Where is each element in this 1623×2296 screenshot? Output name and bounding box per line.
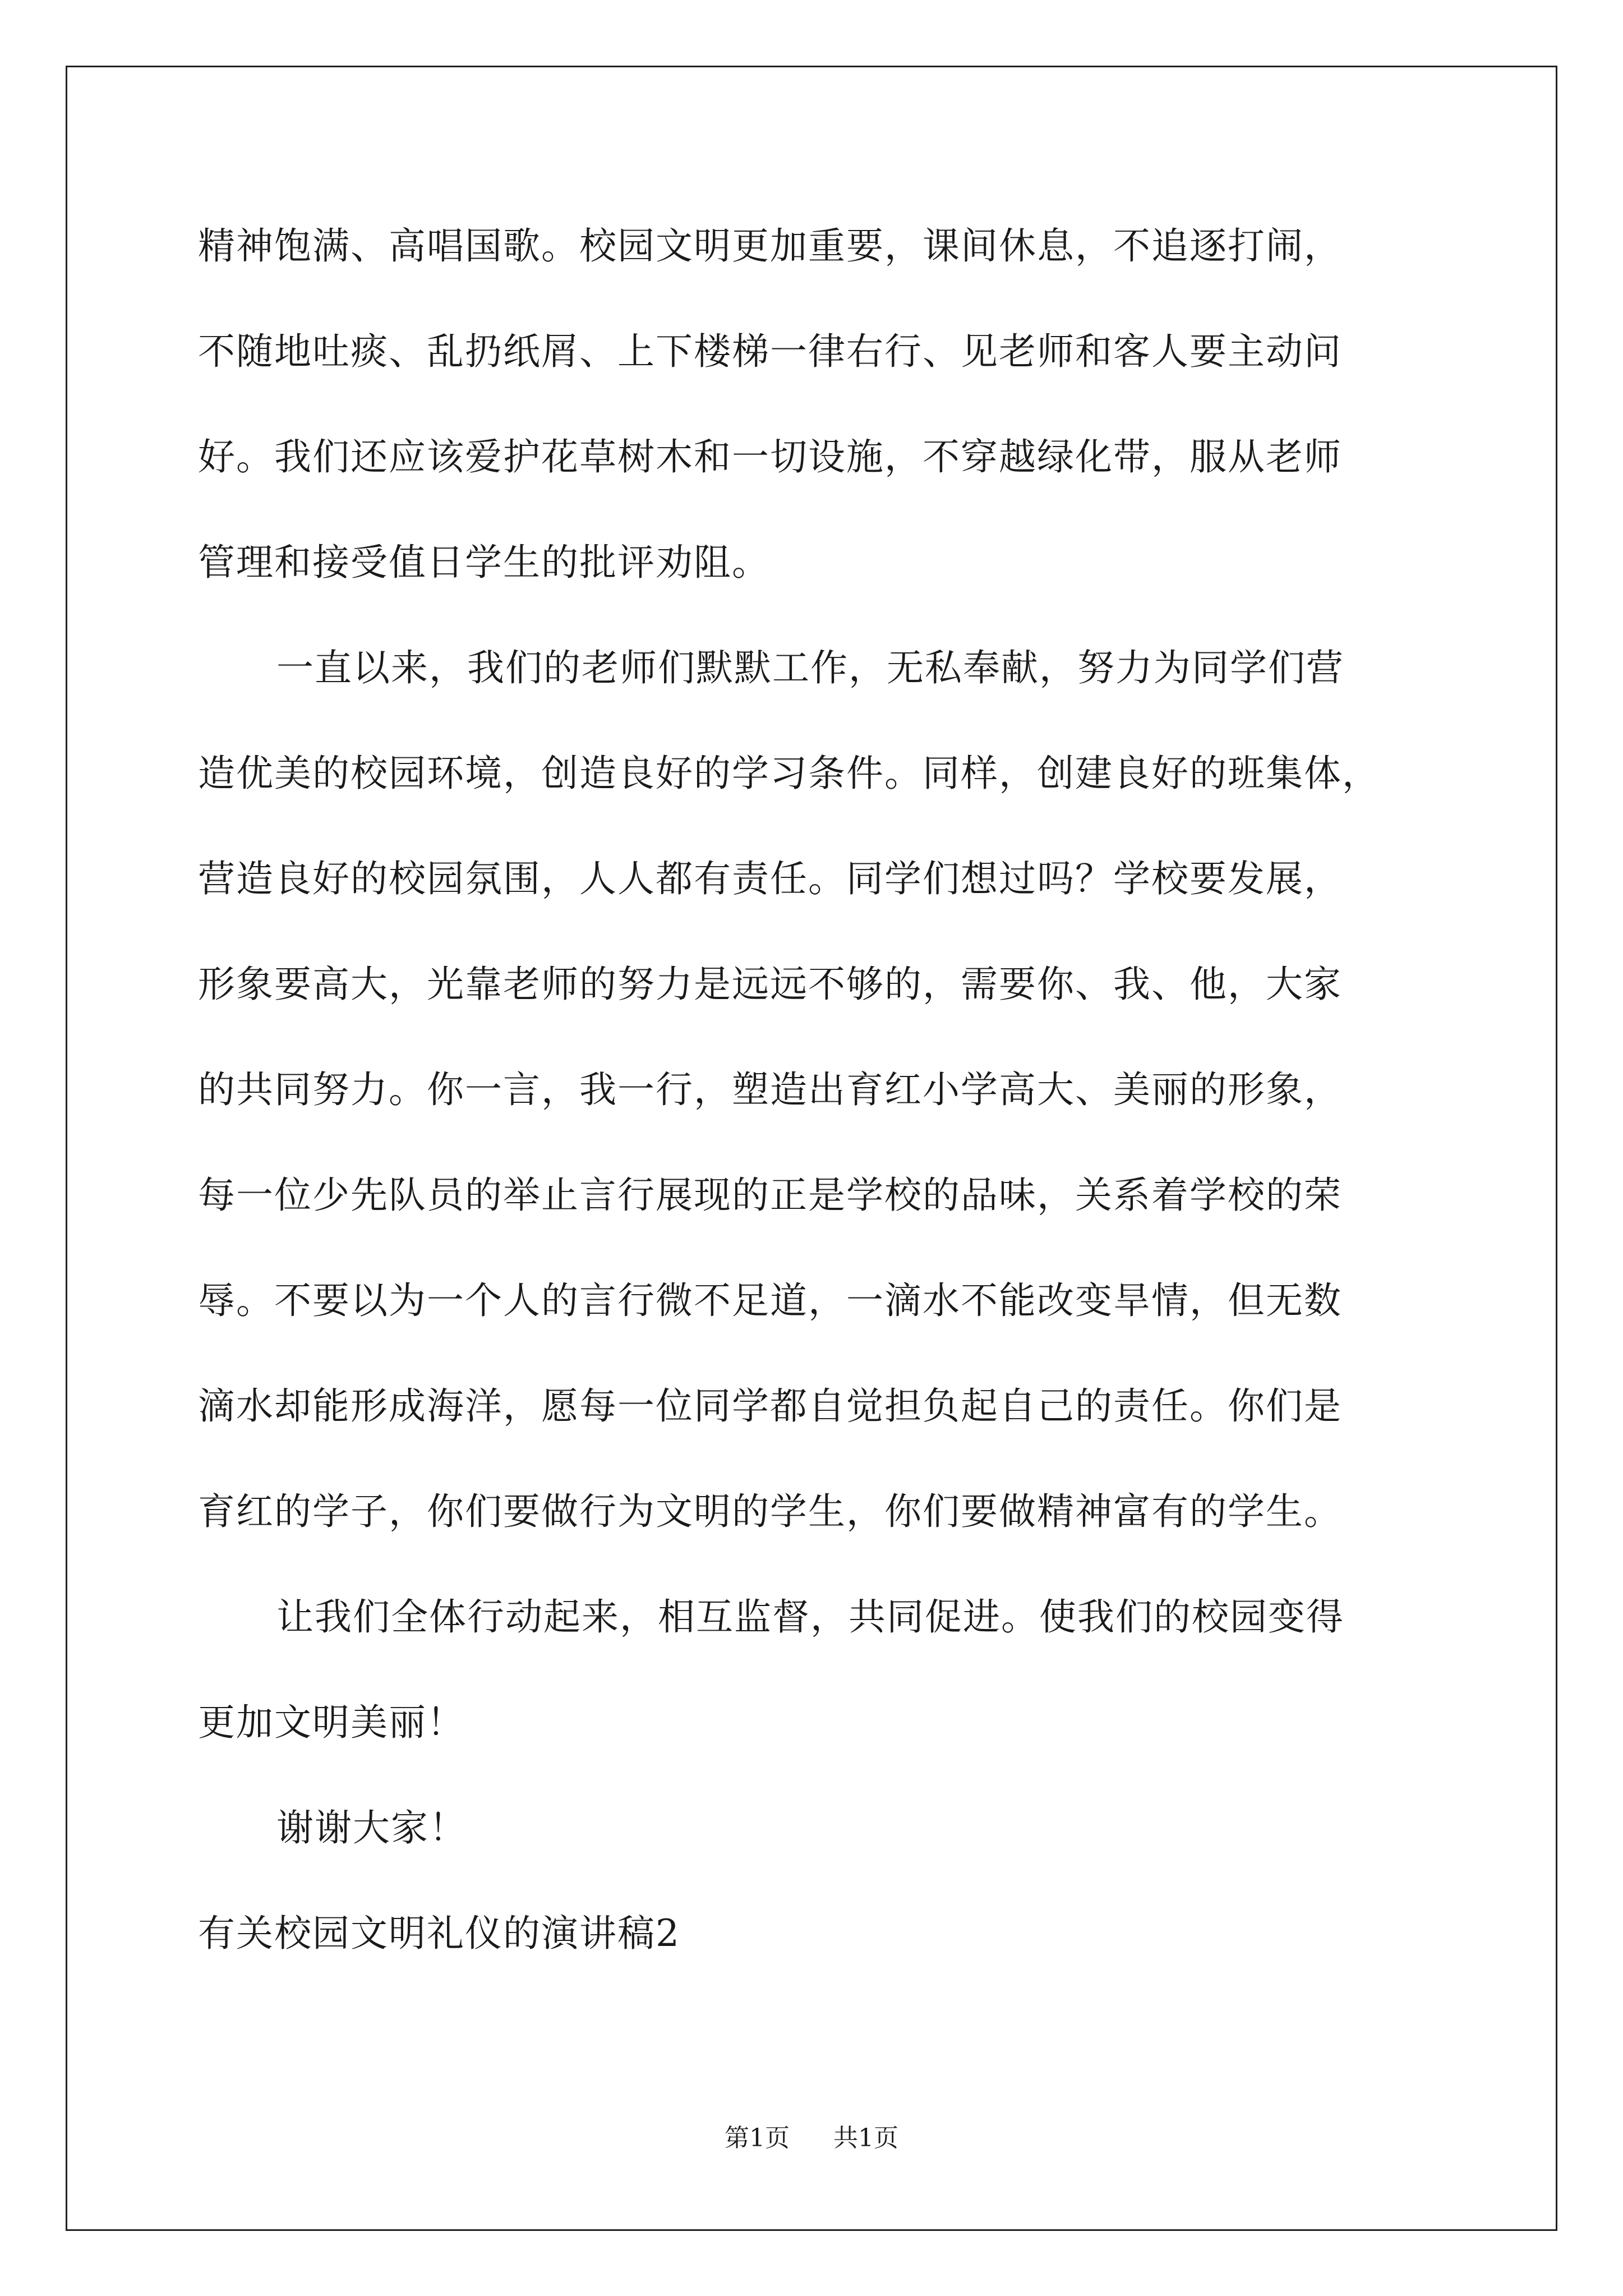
body-line: 更加文明美丽！ (198, 1701, 465, 1744)
body-line: 不随地吐痰、乱扔纸屑、上下楼梯一律右行、见老师和客人要主动问 (198, 330, 1342, 373)
body-line: 管理和接受值日学生的批评劝阻。 (198, 541, 770, 584)
closing-line: 谢谢大家！ (276, 1806, 467, 1849)
page-total: 共1页 (833, 2124, 898, 2152)
body-line: 育红的学子，你们要做行为文明的学生，你们要做精神富有的学生。 (198, 1490, 1342, 1533)
section-heading: 有关校园文明礼仪的演讲稿2 (198, 1912, 680, 1955)
body-line: 辱。不要以为一个人的言行微不足道，一滴水不能改变旱情，但无数 (198, 1279, 1342, 1322)
body-line: 好。我们还应该爱护花草树木和一切设施，不穿越绿化带，服从老师 (198, 435, 1342, 478)
document-body (198, 194, 1432, 1986)
page-number: 第1页 (725, 2124, 790, 2152)
page-footer (0, 2118, 1623, 2154)
paragraph-start-line: 一直以来，我们的老师们默默工作，无私奉献，努力为同学们营 (276, 646, 1344, 689)
body-line: 营造良好的校园氛围，人人都有责任。同学们想过吗？学校要发展， (198, 857, 1342, 900)
body-line: 滴水却能形成海洋，愿每一位同学都自觉担负起自己的责任。你们是 (198, 1384, 1342, 1428)
body-line: 的共同努力。你一言，我一行，塑造出育红小学高大、美丽的形象， (198, 1068, 1342, 1111)
body-line: 精神饱满、高唱国歌。校园文明更加重要，课间休息，不追逐打闹， (198, 224, 1342, 268)
paragraph-start-line: 让我们全体行动起来，相互监督，共同促进。使我们的校园变得 (276, 1595, 1344, 1639)
body-line: 造优美的校园环境，创造良好的学习条件。同样，创建良好的班集体， (198, 752, 1380, 795)
body-line: 每一位少先队员的举止言行展现的正是学校的品味，关系着学校的荣 (198, 1174, 1342, 1217)
body-line: 形象要高大，光靠老师的努力是远远不够的，需要你、我、他，大家 (198, 963, 1342, 1006)
